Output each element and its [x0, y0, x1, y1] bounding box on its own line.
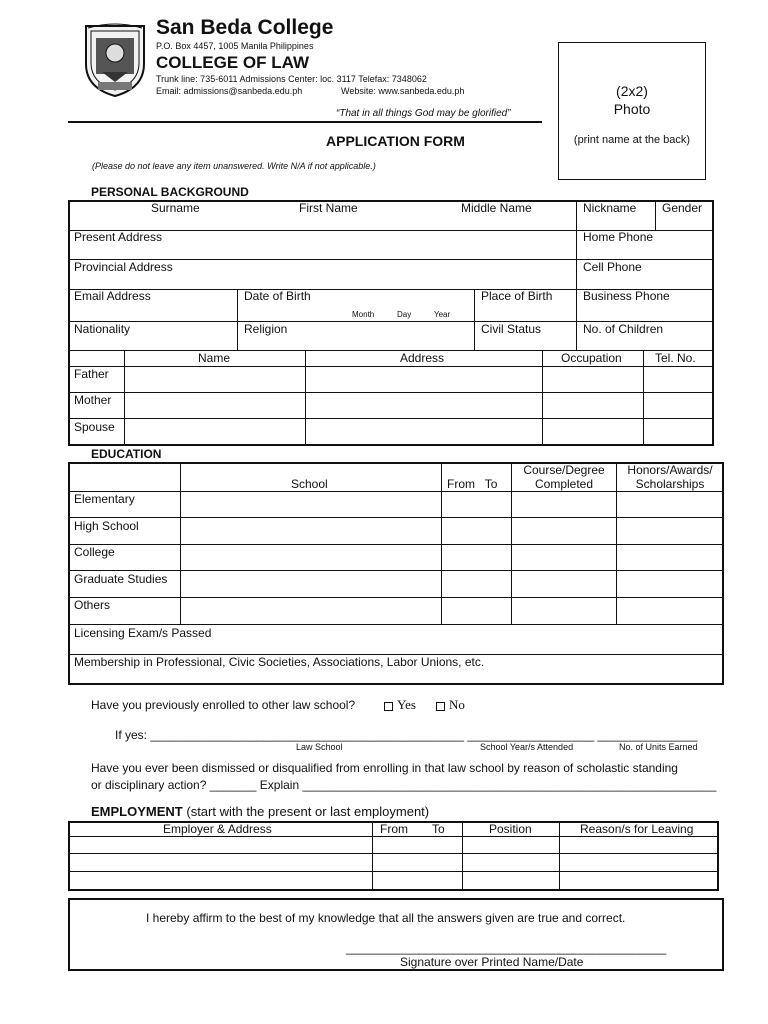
question-dismissed-line1: Have you ever been dismissed or disqualified from enrolling in that law school by reason of scholastic standing: [91, 761, 678, 775]
family-header-name: Name: [198, 351, 231, 365]
edu-licensing: Licensing Exam/s Passed: [74, 626, 212, 640]
emp-header-from: From: [380, 822, 408, 836]
affirmation-box: [68, 898, 724, 971]
yes-option[interactable]: [384, 697, 416, 713]
label-law-school: Law School: [296, 742, 343, 752]
photo-note: (print name at the back): [573, 134, 691, 146]
signature-line: ________________________________________________: [346, 941, 667, 955]
label-religion: Religion: [244, 322, 288, 336]
edu-row-others: Others: [74, 598, 111, 612]
edu-membership: Membership in Professional, Civic Societies, Associations, Labor Unions, etc.: [74, 655, 485, 669]
education-heading: EDUCATION: [91, 447, 162, 461]
label-no-of-children: No. of Children: [583, 322, 664, 336]
header-rule: [68, 121, 542, 123]
label-years-attended: School Year/s Attended: [480, 742, 574, 752]
question-prior-law-school: Have you previously enrolled to other law school?: [91, 698, 356, 712]
website-line: Website: www.sanbeda.edu.ph: [341, 86, 465, 96]
label-surname: Surname: [151, 201, 200, 215]
contact-line: Trunk line: 735-6011 Admissions Center: loc. 3117 Telefax: 7348062: [156, 74, 427, 84]
employment-heading: [91, 804, 429, 819]
edu-row-high-school: High School: [74, 519, 139, 533]
label-business-phone: Business Phone: [583, 289, 670, 303]
label-nickname: Nickname: [583, 201, 637, 215]
edu-header-course: Course/Degree Completed: [523, 463, 605, 491]
form-instruction: (Please do not leave any item unanswered. Write N/A if not applicable.): [92, 161, 376, 171]
photo-label: Photo: [613, 101, 651, 117]
college-address: P.O. Box 4457, 1005 Manila Philippines: [156, 41, 314, 51]
label-year: Year: [434, 310, 451, 319]
family-header-address: Address: [400, 351, 445, 365]
signature-label: Signature over Printed Name/Date: [400, 955, 584, 969]
employment-subtitle: (start with the present or last employment): [186, 804, 430, 819]
photo-size: (2x2): [616, 83, 648, 99]
label-cell-phone: Cell Phone: [583, 260, 642, 274]
label-email-address: Email Address: [74, 289, 151, 303]
edu-row-elementary: Elementary: [74, 492, 135, 506]
edu-header-from-to: From To: [447, 477, 498, 491]
label-present-address: Present Address: [74, 230, 163, 244]
email-line: Email: admissions@sanbeda.edu.ph: [156, 86, 303, 96]
label-place-of-birth: Place of Birth: [481, 289, 553, 303]
emp-header-reason: Reason/s for Leaving: [580, 822, 694, 836]
college-seal: [82, 20, 148, 98]
personal-heading: PERSONAL BACKGROUND: [91, 185, 249, 199]
employment-title: EMPLOYMENT: [91, 804, 183, 819]
motto: “That in all things God may be glorified”: [336, 108, 511, 119]
edu-row-college: College: [74, 545, 115, 559]
family-row-mother: Mother: [74, 393, 112, 407]
label-month: Month: [352, 310, 375, 319]
if-yes-line: If yes: _______________________________________________ ___________________ _______________: [115, 728, 698, 742]
family-row-father: Father: [74, 367, 109, 381]
edu-row-graduate: Graduate Studies: [74, 572, 168, 586]
label-date-of-birth: Date of Birth: [244, 289, 311, 303]
label-first-name: First Name: [299, 201, 358, 215]
no-checkbox[interactable]: [436, 702, 445, 711]
emp-header-position: Position: [489, 822, 532, 836]
yes-checkbox[interactable]: [384, 702, 393, 711]
label-gender: Gender: [662, 201, 703, 215]
label-home-phone: Home Phone: [583, 230, 654, 244]
emp-header-to: To: [432, 822, 445, 836]
yes-label: Yes: [397, 697, 416, 712]
question-dismissed-line2: or disciplinary action? _______ Explain ______________________________________________________________: [91, 778, 717, 792]
label-civil-status: Civil Status: [481, 322, 542, 336]
edu-header-school: School: [291, 477, 328, 491]
label-units-earned: No. of Units Earned: [619, 742, 698, 752]
label-day: Day: [397, 310, 412, 319]
no-label: No: [449, 697, 465, 712]
photo-box: [558, 42, 706, 180]
college-name: San Beda College: [156, 16, 334, 39]
label-middle-name: Middle Name: [461, 201, 532, 215]
label-nationality: Nationality: [74, 322, 131, 336]
affirmation-text: I hereby affirm to the best of my knowledge that all the answers given are true and correct.: [146, 911, 626, 925]
edu-header-honors: Honors/Awards/ Scholarships: [627, 463, 713, 491]
school-name: COLLEGE OF LAW: [156, 53, 309, 72]
label-provincial-address: Provincial Address: [74, 260, 173, 274]
family-header-tel: Tel. No.: [655, 351, 696, 365]
family-row-spouse: Spouse: [74, 420, 115, 434]
emp-header-employer: Employer & Address: [163, 822, 272, 836]
family-header-occupation: Occupation: [561, 351, 622, 365]
form-title: APPLICATION FORM: [326, 133, 465, 149]
no-option[interactable]: [436, 697, 465, 713]
